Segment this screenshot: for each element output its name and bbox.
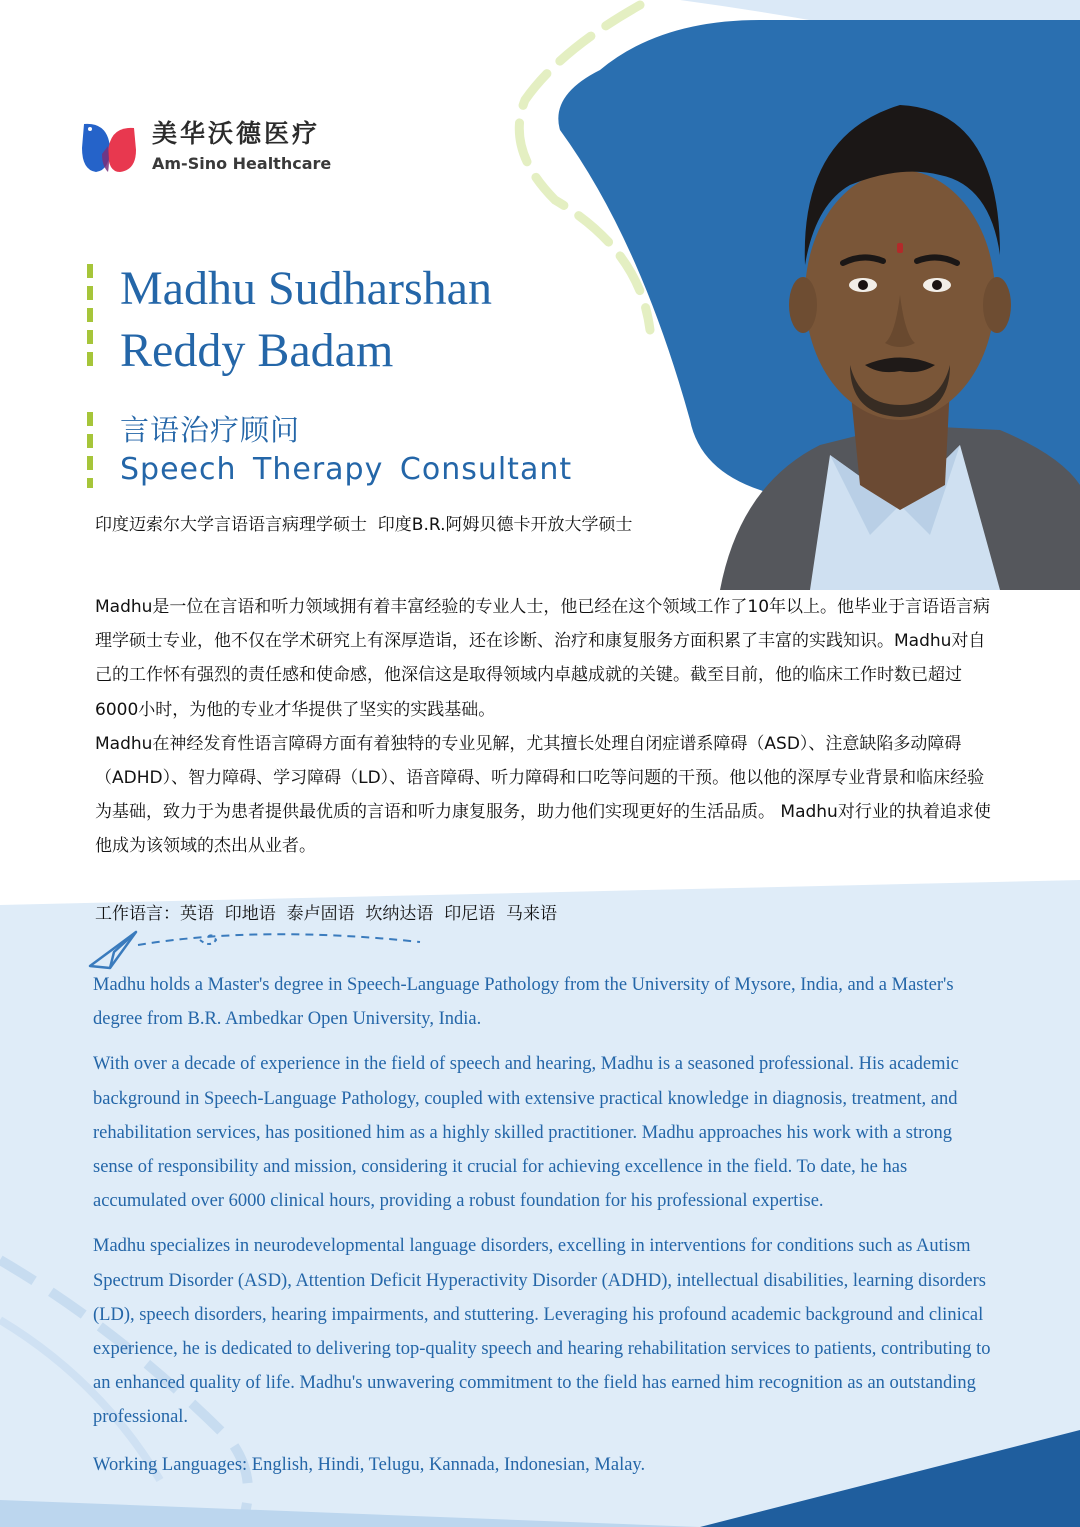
doctor-name — [120, 258, 492, 382]
brand-name-en: Am-Sino Healthcare — [152, 154, 332, 173]
languages-cn: 工作语言：英语 印地语 泰卢固语 坎纳达语 印尼语 马来语 — [95, 904, 558, 924]
butterfly-logo-icon — [80, 118, 138, 176]
doctor-title-cn: 言语治疗顾问 — [120, 413, 301, 447]
brand-logo — [80, 118, 331, 176]
bio-en-paragraph: Madhu holds a Master's degree in Speech-Language Pathology from the University of Mysore, India, and a Master's degree from B.R. Ambedkar Open University, India. — [93, 975, 954, 1030]
bio-cn-paragraph: Madhu在神经发育性语言障碍方面有着独特的专业见解，尤其擅长处理自闭症谱系障碍（ASD）、注意缺陷多动障碍（ADHD）、智力障碍、学习障碍（LD）、语音障碍、听力障碍和口吃等问题的干预。他以他的深厚专业背景和临床经验为基础，致力于为患者提供最优质的言语和听力康复服务，助力他们实现更好的生活品质。 Madhu对行业的执着追求使他成为该领域的杰出从业者。 — [95, 733, 991, 857]
brand-name-cn: 美华沃德医疗 — [152, 119, 321, 148]
doctor-name-line2: Reddy Badam — [120, 324, 394, 377]
bio-en-paragraph: With over a decade of experience in the field of speech and hearing, Madhu is a seasoned professional. His academic background in Speech-Language Pathology, coupled with extensive practical knowledge in diagnosis, treatment, and rehabilitation services, has positioned him as a highly skilled practitioner. Madhu approaches his work with a strong sense of responsibility and mission, considering it crucial for achieving excellence in the field. To date, he has accumulated over 6000 clinical hours, providing a robust foundation for his professional expertise. — [93, 1054, 959, 1212]
bio-cn — [95, 590, 995, 864]
doctor-degrees: 印度迈索尔大学言语语言病理学硕士 印度B.R.阿姆贝德卡开放大学硕士 — [95, 515, 633, 535]
title-accent-bar — [87, 412, 93, 488]
doctor-name-line1: Madhu Sudharshan — [120, 262, 492, 315]
name-accent-bar — [87, 264, 93, 374]
languages-en: Working Languages: English, Hindi, Telugu, Kannada, Indonesian, Malay. — [93, 1455, 646, 1475]
bio-en-paragraph: Madhu specializes in neurodevelopmental language disorders, excelling in interventions for conditions such as Autism Spectrum Disorder (ASD), Attention Deficit Hyperactivity Disorder (ADHD), intellectual disabilities, learning disorders (LD), speech disorders, hearing impairments, and stuttering. Leveraging his profound academic background and clinical experience, he is dedicated to delivering top-quality speech and hearing rehabilitation services to patients, contributing to an enhanced quality of life. Madhu's unwavering commitment to the field has earned him recognition as an outstanding professional. — [93, 1236, 991, 1428]
paper-plane-icon — [88, 928, 138, 970]
doctor-portrait — [700, 65, 1080, 590]
bio-en — [93, 968, 993, 1446]
doctor-title-en: Speech Therapy Consultant — [120, 452, 573, 487]
bio-cn-paragraph: Madhu是一位在言语和听力领域拥有着丰富经验的专业人士，他已经在这个领域工作了10年以上。他毕业于言语语言病理学硕士专业，他不仅在学术研究上有深厚造诣，还在诊断、治疗和康复服务方面积累了丰富的实践知识。Madhu对自己的工作怀有强烈的责任感和使命感，他深信这是取得领域内卓越成就的关键。截至目前，他的临床工作时数已超过6000小时，为他的专业才华提供了坚实的实践基础。 — [95, 597, 991, 720]
